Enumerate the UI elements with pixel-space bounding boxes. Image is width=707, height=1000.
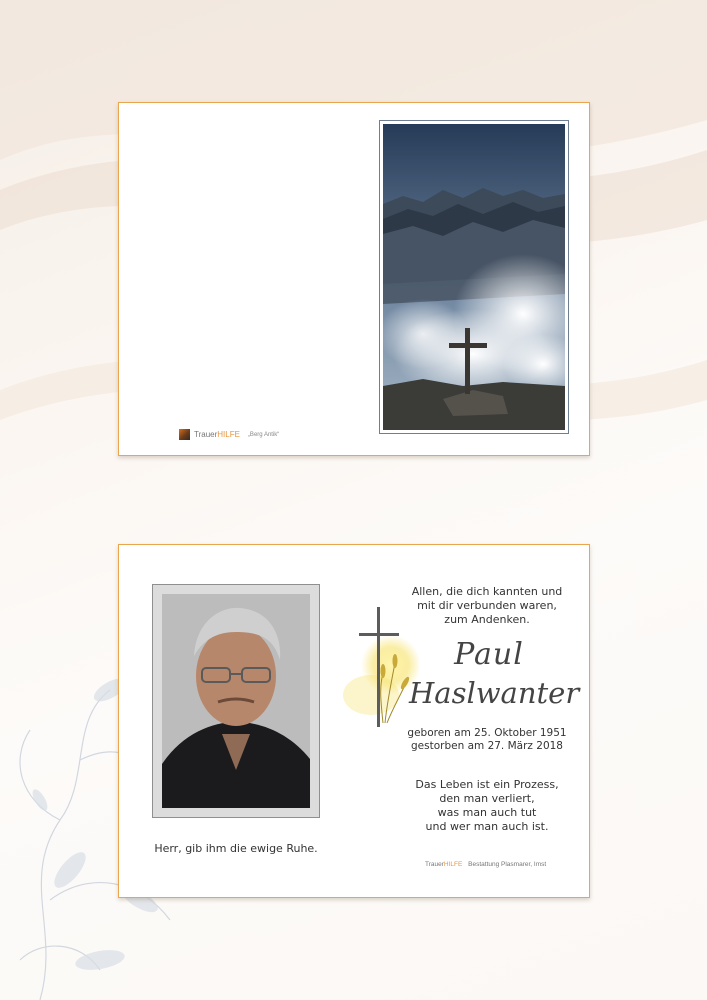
portrait-photo	[162, 594, 310, 808]
quote-line: Das Leben ist ein Prozess,	[415, 778, 559, 791]
quote-line: und wer man auch ist.	[425, 820, 549, 833]
footer-brand: TrauerHILFE Bestattung Plasmarer, Imst	[425, 861, 547, 868]
birth-date: geboren am 25. Oktober 1951	[407, 727, 567, 739]
quote-text	[407, 778, 567, 834]
brand-name: TrauerHILFE	[194, 430, 240, 439]
design-name: „Berg Antik“	[247, 431, 280, 438]
dedication-line: zum Andenken.	[444, 613, 530, 626]
portrait-frame	[152, 584, 320, 818]
cover-photo-frame	[379, 120, 569, 434]
traurhilfe-logo-icon	[179, 429, 190, 440]
brand-logo-group	[179, 429, 279, 440]
prayer-text: Herr, gib ihm die ewige Ruhe.	[154, 842, 318, 855]
dedication-line: Allen, die dich kannten und	[411, 585, 563, 598]
footer-company: Bestattung Plasmarer, Imst	[468, 861, 547, 868]
dedication-text	[407, 585, 567, 627]
life-dates	[407, 727, 567, 753]
inside-card	[118, 544, 590, 898]
cross-wheat-icon	[339, 603, 419, 733]
mountain-cross-photo	[383, 124, 565, 430]
quote-line: den man verliert,	[439, 792, 535, 805]
quote-line: was man auch tut	[437, 806, 537, 819]
dedication-line: mit dir verbunden waren,	[417, 599, 557, 612]
first-name: Paul	[454, 637, 524, 672]
last-name: Haslwanter	[409, 676, 580, 710]
front-card	[118, 102, 590, 456]
death-date: gestorben am 27. März 2018	[411, 740, 563, 752]
